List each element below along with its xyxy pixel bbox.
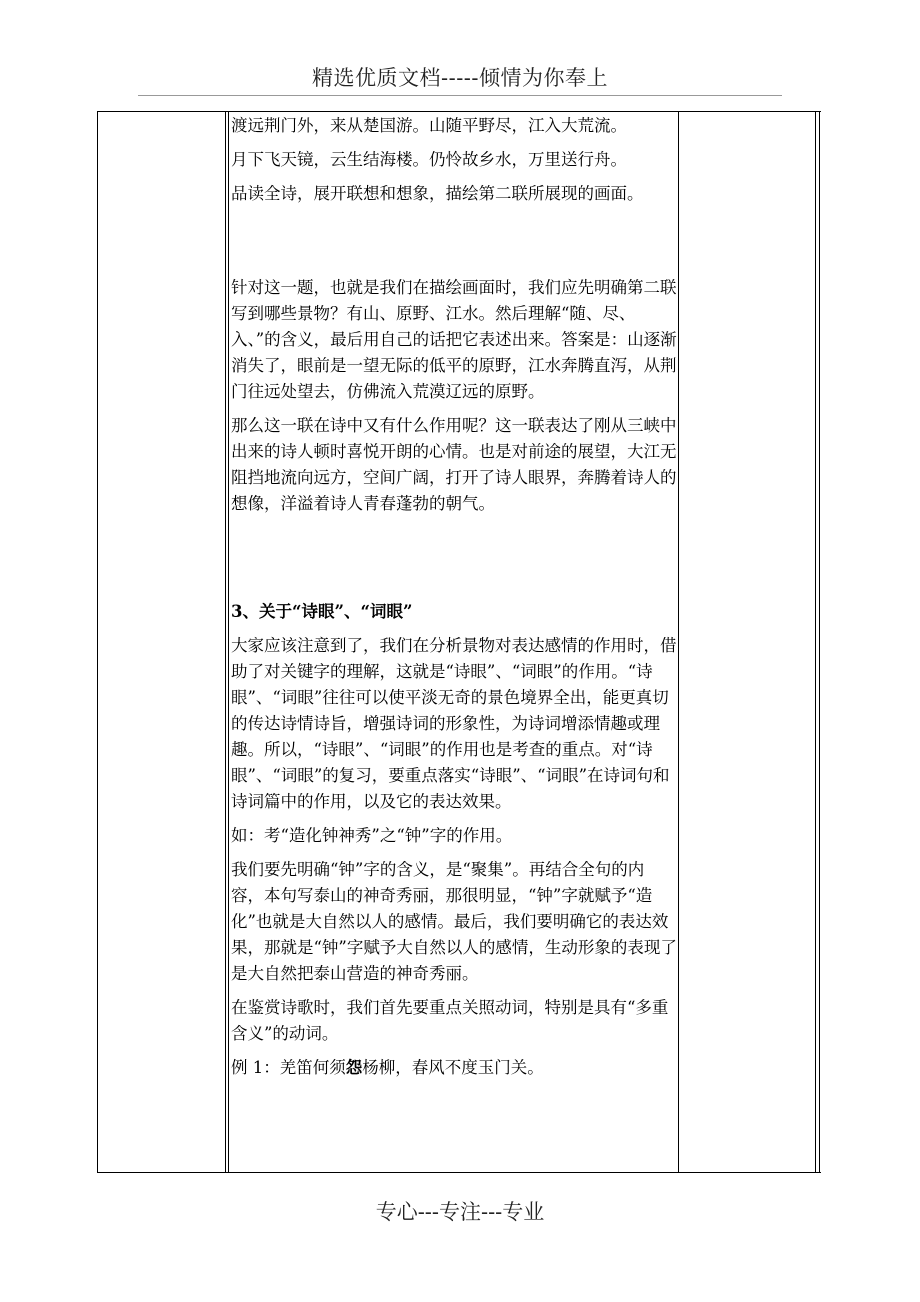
poem-eye-paragraph: 大家应该注意到了，我们在分析景物对表达感情的作用时，借助了对关键字的理解，这就是“诗眼”、“词眼”的作用。“诗眼”、“词眼”往往可以使平淡无奇的景色境界全出，能更真切的传达诗情诗旨，增强诗词的形象性，为诗词增添情趣或理趣。所以，“诗眼”、“词眼”的作用也是考查的重点。对“诗眼”、“词眼”的复习，要重点落实“诗眼”、“词眼”在诗词句和诗词篇中的作用，以及它的表达效果。 bbox=[231, 636, 677, 811]
example-1-keyword: 怨 bbox=[345, 1058, 363, 1077]
lesson-content bbox=[231, 113, 677, 1173]
blank-space bbox=[231, 525, 677, 593]
table-right-border-a bbox=[815, 111, 816, 1173]
verb-paragraph: 在鉴赏诗歌时，我们首先要重点关照动词，特别是具有“多重含义”的动词。 bbox=[231, 998, 669, 1043]
question-text: 品读全诗，展开联想和想象，描绘第二联所展现的画面。 bbox=[231, 184, 644, 203]
page-header: 精选优质文档-----倾情为你奉上 bbox=[312, 66, 608, 90]
example-1-prefix: 例 1：羌笛何须 bbox=[231, 1058, 346, 1077]
table-col-divider-1a bbox=[225, 111, 226, 1173]
section-heading: 3、关于“诗眼”、“词眼” bbox=[231, 602, 413, 621]
poem-line-2: 月下飞天镜，云生结海楼。仍怜故乡水，万里送行舟。 bbox=[231, 150, 627, 169]
answer-paragraph: 针对这一题，也就是我们在描绘画面时，我们应先明确第二联写到哪些景物？有山、原野、江水。然后理解“随、尽、入、”的含义，最后用自己的话把它表述出来。答案是：山逐渐消失了，眼前是一望无际的低平的原野，江水奔腾直泻，从荆门往远处望去，仿佛流入荒漠辽远的原野。 bbox=[231, 278, 677, 401]
example-1 bbox=[231, 1055, 677, 1081]
example-intro: 如：考“造化钟神秀”之“钟”字的作用。 bbox=[231, 826, 513, 845]
poem-line-1: 渡远荆门外，来从楚国游。山随平野尽，江入大荒流。 bbox=[231, 116, 627, 135]
page-footer: 专心---专注---专业 bbox=[375, 1200, 545, 1224]
table-right-border-b bbox=[819, 111, 820, 1173]
zhong-analysis-paragraph: 我们要先明确“钟”字的含义，是“聚集”。再结合全句的内容，本句写泰山的神奇秀丽，那很明显，“钟”字就赋予“造化”也就是大自然以人的感情。最后，我们要明确它的表达效果，那就是“钟”字赋予大自然以人的感情，生动形象的表现了是大自然把泰山营造的神奇秀丽。 bbox=[231, 860, 677, 983]
table-col-divider-1b bbox=[228, 111, 229, 1173]
example-1-suffix: 杨柳，春风不度玉门关。 bbox=[362, 1058, 544, 1077]
table-top-border bbox=[97, 111, 821, 112]
table-col-divider-2 bbox=[678, 111, 679, 1173]
function-paragraph: 那么这一联在诗中又有什么作用呢？这一联表达了刚从三峡中出来的诗人顿时喜悦开朗的心情。也是对前途的展望，大江无阻挡地流向远方，空间广阔，打开了诗人眼界，奔腾着诗人的想像，洋溢着诗人青春蓬勃的朝气。 bbox=[231, 416, 677, 513]
blank-space bbox=[231, 215, 677, 275]
header-rule bbox=[138, 95, 782, 96]
table-left-border bbox=[97, 111, 98, 1173]
